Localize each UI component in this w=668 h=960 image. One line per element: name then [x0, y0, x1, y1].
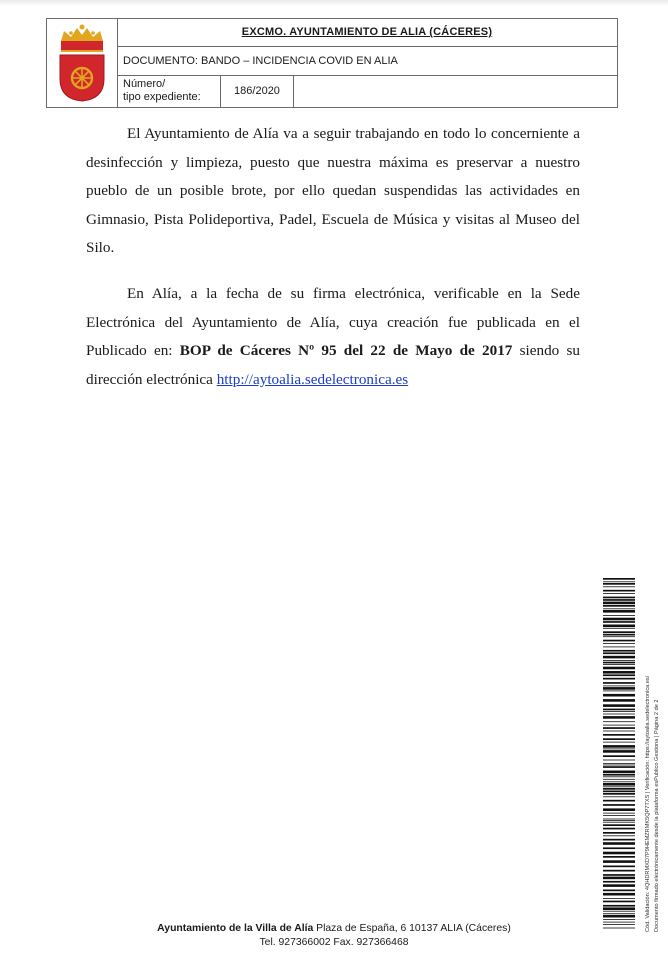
- barcode-bar: [603, 828, 635, 830]
- barcode-bar: [603, 711, 635, 712]
- barcode-bar: [603, 686, 635, 687]
- barcode-bar: [603, 793, 635, 795]
- barcode-bar: [603, 788, 635, 790]
- barcode-bar: [603, 898, 635, 899]
- barcode-bar: [603, 727, 635, 729]
- barcode-bar: [603, 781, 635, 782]
- paragraph-2-text-a: En Alía, a la fecha de su firma electrónica, verificable en la Sede Electrónica del Ayuntamiento de Alía, cuya creación fue publicada en el Publicado en:: [86, 284, 580, 360]
- barcode-bar: [603, 662, 635, 664]
- barcode-bar: [603, 714, 635, 715]
- barcode-bar: [603, 610, 635, 613]
- barcode-bar: [603, 628, 635, 629]
- barcode-bar: [603, 749, 635, 750]
- barcode: [603, 578, 635, 930]
- barcode-bar: [603, 919, 635, 920]
- barcode-bar: [603, 901, 635, 903]
- document-header-table: [46, 18, 618, 108]
- barcode-bar: [603, 866, 635, 868]
- barcode-bar: [603, 621, 635, 623]
- barcode-bar: [603, 786, 635, 787]
- barcode-bar: [603, 822, 635, 823]
- paragraph-1: El Ayuntamiento de Alía va a seguir trabajando en todo lo concerniente a desinfección y limpieza, puesto que nuestra máxima es preservar a nuestro pueblo de un posible brote, por ello quedan suspendidas las actividades en Gimnasio, Pista Polideportiva, Padel, Escuela de Música y visitas al Museo del Silo.: [86, 125, 580, 257]
- barcode-bar: [603, 583, 635, 585]
- barcode-bar: [603, 905, 635, 907]
- footer-address: Plaza de España, 6 10137 ALIA (Cáceres): [313, 923, 511, 934]
- barcode-bar: [603, 660, 635, 661]
- logo-cell: [47, 19, 118, 107]
- barcode-bar: [603, 815, 635, 816]
- barcode-bar: [603, 884, 635, 887]
- barcode-bar: [603, 640, 635, 642]
- barcode-bar: [603, 608, 635, 609]
- barcode-bar: [603, 890, 635, 892]
- validation-line-2: Documento firmado electrónicamente desde la plataforma esPublico Gestiona | Página 2 de 2: [654, 699, 660, 932]
- numero-label-line1: Número/: [123, 78, 166, 90]
- barcode-bar: [603, 763, 635, 764]
- coat-of-arms-icon: [47, 19, 117, 107]
- document-label: DOCUMENTO: BANDO – INCIDENCIA COVID EN ALIA: [117, 47, 617, 76]
- expediente-row: [117, 76, 617, 107]
- barcode-bar: [603, 586, 635, 587]
- barcode-bar: [603, 820, 635, 821]
- barcode-bar: [603, 755, 635, 757]
- barcode-bar: [603, 643, 635, 644]
- barcode-bar: [603, 804, 635, 806]
- barcode-bar: [603, 808, 635, 811]
- barcode-bar: [603, 636, 635, 637]
- barcode-bar: [603, 881, 635, 883]
- barcode-bar: [603, 852, 635, 855]
- barcode-bar: [603, 590, 635, 592]
- barcode-bar: [603, 731, 635, 732]
- barcode-bar: [603, 691, 635, 692]
- barcode-bar: [603, 593, 635, 594]
- barcode-bar: [603, 709, 635, 711]
- barcode-bar: [603, 835, 635, 836]
- barcode-bar: [603, 650, 635, 652]
- barcode-bar: [603, 678, 635, 680]
- barcode-bar: [603, 824, 635, 826]
- barcode-bar: [603, 766, 635, 768]
- barcode-bar: [603, 911, 635, 912]
- validation-line-1: Cód. Validación: 4QHDRMXD7P9HEMZRMK5QP7TXS | Verificación: https://aytoalia.sedelectronica.es/: [645, 675, 651, 932]
- barcode-bar: [603, 783, 635, 786]
- numero-label: [117, 76, 221, 107]
- barcode-bar: [603, 893, 635, 896]
- barcode-bar: [603, 694, 635, 697]
- barcode-bar: [603, 647, 635, 648]
- barcode-bar: [603, 682, 635, 684]
- barcode-bar: [603, 618, 635, 621]
- barcode-bar: [603, 652, 635, 654]
- footer-phone: Tel. 927366002 Fax. 927366468: [259, 937, 409, 948]
- barcode-bar: [603, 913, 635, 914]
- barcode-bar: [603, 800, 635, 802]
- barcode-bar: [603, 877, 635, 880]
- barcode-bar: [603, 578, 635, 580]
- document-body: [86, 120, 580, 411]
- barcode-bar: [603, 870, 635, 872]
- barcode-bar: [603, 765, 635, 766]
- barcode-bar: [603, 779, 635, 780]
- barcode-bar: [603, 704, 635, 707]
- sede-electronica-link[interactable]: http://aytoalia.sedelectronica.es: [216, 370, 409, 388]
- page-footer: [0, 922, 668, 950]
- barcode-bar: [603, 602, 635, 605]
- footer-address-line: [0, 922, 668, 936]
- barcode-bar: [603, 839, 635, 841]
- barcode-bar: [603, 634, 635, 636]
- paragraph-2-text-b: siendo su dirección electrónica: [86, 342, 580, 388]
- barcode-bar: [603, 716, 635, 719]
- barcode-bar: [603, 750, 635, 753]
- barcode-bar: [603, 860, 635, 863]
- barcode-bar: [603, 631, 635, 633]
- barcode-bar: [603, 847, 635, 849]
- barcode-bar: [603, 667, 635, 670]
- barcode-bar: [603, 796, 635, 797]
- barcode-bar: [603, 791, 635, 793]
- barcode-bar: [603, 819, 635, 820]
- barcode-bar: [603, 915, 635, 918]
- barcode-bar: [603, 671, 635, 674]
- barcode-bar: [603, 813, 635, 814]
- barcode-bar: [603, 581, 635, 582]
- barcode-bar: [603, 842, 635, 845]
- barcode-bar: [603, 856, 635, 858]
- barcode-bar: [603, 760, 635, 761]
- barcode-bar: [603, 699, 635, 702]
- barcode-bar: [603, 674, 635, 676]
- numero-value: 186/2020: [221, 76, 294, 107]
- barcode-bar: [603, 774, 635, 776]
- footer-org: Ayuntamiento de la Villa de Alía: [157, 923, 314, 934]
- barcode-bar: [603, 745, 635, 748]
- validation-side-text: [636, 570, 666, 935]
- barcode-bar: [603, 615, 635, 616]
- barcode-bar: [603, 771, 635, 774]
- barcode-bar: [603, 832, 635, 834]
- barcode-bar: [603, 907, 635, 910]
- barcode-bar: [603, 605, 635, 607]
- barcode-bar: [603, 687, 635, 690]
- barcode-bar: [603, 742, 635, 743]
- paragraph-2: [86, 280, 580, 394]
- barcode-bar: [603, 656, 635, 659]
- barcode-bar: [603, 664, 635, 665]
- barcode-bar: [603, 725, 635, 726]
- barcode-bar: [603, 599, 635, 601]
- barcode-bar: [603, 776, 635, 777]
- barcode-bar: [603, 721, 635, 722]
- barcode-bar: [603, 874, 635, 876]
- barcode-bar: [603, 625, 635, 628]
- barcode-bar: [603, 734, 635, 736]
- bop-reference: BOP de Cáceres Nº 95 del 22 de Mayo de 2017: [179, 342, 513, 360]
- page-edge: [0, 0, 668, 6]
- barcode-bar: [603, 597, 635, 599]
- barcode-bar: [603, 738, 635, 740]
- numero-label-line2: tipo expediente:: [123, 91, 201, 103]
- header-title: EXCMO. AYUNTAMIENTO DE ALIA (CÁCERES): [117, 19, 617, 47]
